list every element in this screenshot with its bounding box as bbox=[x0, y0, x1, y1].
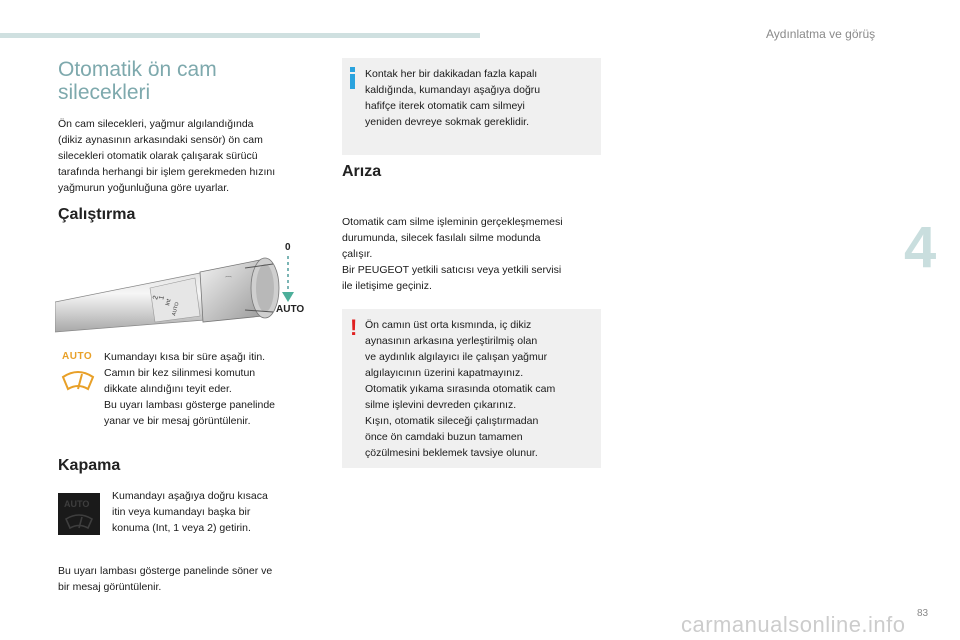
kapama-line: konuma (Int, 1 veya 2) getirin. bbox=[112, 522, 251, 534]
calistirma-text bbox=[104, 349, 319, 429]
warning-icon: ! bbox=[350, 315, 358, 340]
ariza-line: durumunda, silecek fasılalı silme modunda bbox=[342, 232, 541, 244]
warning-line: çözülmesini beklemek tavsiye olunur. bbox=[365, 447, 538, 459]
ariza-heading: Arıza bbox=[342, 163, 382, 180]
kapama-footer-line: Bu uyarı lambası gösterge panelinde söner ve bbox=[58, 565, 273, 577]
warning-line: Ön camın üst orta kısmında, iç dikiz bbox=[365, 319, 532, 331]
calistirma-heading: Çalıştırma bbox=[58, 206, 136, 223]
lever-pos-auto: AUTO bbox=[171, 301, 181, 317]
info-line: hafifçe iterek otomatik cam silmeyi bbox=[365, 100, 525, 112]
lever-pos-2: 2 bbox=[152, 294, 160, 301]
lever-pos-int: Int bbox=[165, 298, 173, 307]
ariza-line: ile iletişime geçiniz. bbox=[342, 280, 432, 292]
calistirma-line: Kumandayı kısa bir süre aşağı itin. bbox=[104, 351, 266, 363]
chapter-number: 4 bbox=[904, 215, 937, 280]
calistirma-line: yanar ve bir mesaj görüntülenir. bbox=[104, 415, 251, 427]
warning-line: ve aydınlık algılayıcı ile çalışan yağmur bbox=[365, 351, 548, 363]
calistirma-line: dikkate alındığını teyit eder. bbox=[104, 383, 232, 395]
ariza-line: Otomatik cam silme işleminin gerçekleşmemesi bbox=[342, 216, 563, 228]
ariza-line: Bir PEUGEOT yetkili satıcısı veya yetkili servisi bbox=[342, 264, 562, 276]
section-header: Aydınlatma ve görüş bbox=[766, 27, 876, 41]
kapama-line: Kumandayı aşağıya doğru kısaca bbox=[112, 490, 268, 502]
warning-line: aynasının arkasına yerleştirilmiş olan bbox=[365, 335, 538, 347]
lever-pos-1: 1 bbox=[158, 294, 166, 301]
info-line: yeniden devreye sokmak gereklidir. bbox=[365, 116, 530, 128]
warning-line: algılayıcının üzerini kapatmayınız. bbox=[365, 367, 524, 379]
calistirma-line: Camın bir kez silinmesi komutun bbox=[104, 367, 256, 379]
header-accent-bar bbox=[0, 33, 480, 38]
info-text bbox=[365, 66, 593, 130]
warning-box bbox=[342, 309, 601, 468]
title-line: Otomatik ön cam bbox=[58, 58, 217, 81]
page-number: 83 bbox=[917, 608, 929, 619]
intro-line: (dikiz aynasının arkasındaki sensör) ön cam bbox=[58, 134, 263, 146]
warning-line: Otomatik yıkama sırasında otomatik cam bbox=[365, 383, 556, 395]
warning-line: Kışın, otomatik sileceği çalıştırmadan bbox=[365, 415, 539, 427]
wiper-dim-icon bbox=[64, 511, 94, 531]
intro-line: yağmurun yoğunluğuna göre uyarlar. bbox=[58, 182, 230, 194]
page-title bbox=[58, 58, 318, 104]
wiper-lever-illustration bbox=[55, 240, 315, 335]
warning-text bbox=[365, 317, 593, 461]
intro-line: tarafında herhangi bir işlem gerekmeden hızını bbox=[58, 166, 276, 178]
kapama-footer-text bbox=[58, 563, 320, 595]
info-box bbox=[342, 58, 601, 155]
windshield-wiper-icon bbox=[60, 365, 96, 393]
kapama-line: itin veya kumandayı başka bir bbox=[112, 506, 251, 518]
title-line: silecekleri bbox=[58, 81, 151, 104]
wiper-symbol-text: ⌒ bbox=[225, 277, 232, 284]
intro-line: Ön cam silecekleri, yağmur algılandığında bbox=[58, 118, 254, 130]
calistirma-line: Bu uyarı lambası gösterge panelinde bbox=[104, 399, 276, 411]
diagram-label-auto: AUTO bbox=[276, 304, 305, 315]
ariza-line: çalışır. bbox=[342, 248, 373, 260]
warning-line: silme işlevini devreden çıkarınız. bbox=[365, 399, 517, 411]
auto-dark-label: AUTO bbox=[64, 499, 90, 509]
info-line: kaldığında, kumandayı aşağıya doğru bbox=[365, 84, 541, 96]
ariza-text bbox=[342, 214, 604, 294]
diagram-label-zero: 0 bbox=[285, 242, 291, 253]
warning-line: önce ön camdaki buzun tamamen bbox=[365, 431, 523, 443]
auto-badge: AUTO bbox=[62, 351, 93, 362]
kapama-footer-line: bir mesaj görüntülenir. bbox=[58, 581, 162, 593]
intro-line: silecekleri otomatik olarak çalışarak sürücü bbox=[58, 150, 258, 162]
info-icon bbox=[350, 67, 355, 89]
watermark: carmanualsonline.info bbox=[681, 612, 906, 637]
info-line: Kontak her bir dakikadan fazla kapalı bbox=[365, 68, 538, 80]
intro-paragraph bbox=[58, 116, 320, 196]
auto-wiper-off-icon bbox=[58, 493, 100, 535]
kapama-text bbox=[112, 488, 312, 536]
kapama-heading: Kapama bbox=[58, 457, 121, 474]
